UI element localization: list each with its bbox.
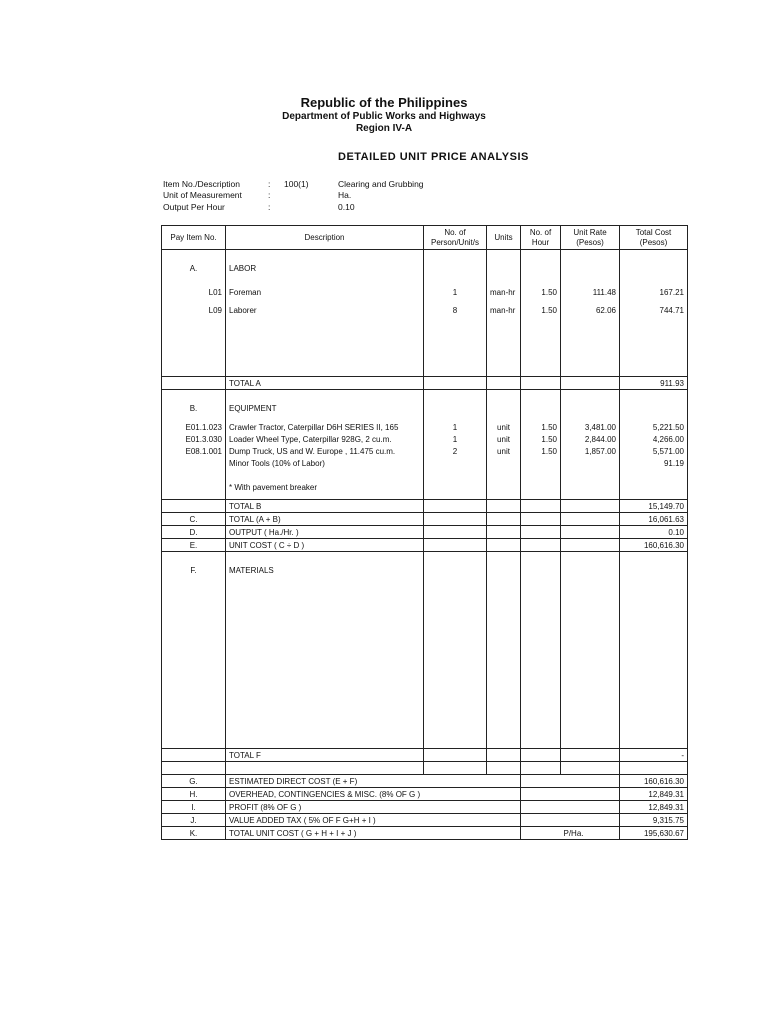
total-a-label: TOTAL A (226, 377, 424, 390)
persons: 1 (424, 433, 487, 445)
summary-label: OVERHEAD, CONTINGENCIES & MISC. (8% OF G ) (226, 788, 521, 801)
persons: 2 (424, 445, 487, 457)
table-header-row (162, 226, 688, 250)
summary-code: D. (162, 526, 226, 539)
table-row (162, 457, 688, 469)
republic-heading: Republic of the Philippines (300, 95, 468, 110)
spacer-row (162, 414, 688, 421)
summary-value: 12,849.31 (620, 788, 688, 801)
summary-label: PROFIT (8% OF G ) (226, 801, 521, 814)
summary-unit (561, 801, 620, 814)
col-hours: No. of Hour (521, 226, 561, 250)
summary-row-h (162, 788, 688, 801)
document-title: DETAILED UNIT PRICE ANALYSIS (338, 151, 529, 163)
summary-row-e (162, 539, 688, 552)
unit-rate: 111.48 (561, 286, 620, 298)
summary-label: VALUE ADDED TAX ( 5% OF F G+H + I ) (226, 814, 521, 827)
summary-row-g (162, 775, 688, 788)
unit-rate: 2,844.00 (561, 433, 620, 445)
summary-label: TOTAL UNIT COST ( G + H + I + J ) (226, 827, 521, 840)
spacer-row (162, 552, 688, 565)
hours: 1.50 (521, 433, 561, 445)
description: Crawler Tractor, Caterpillar D6H SERIES II, 165 (226, 421, 424, 433)
total-cost: 167.21 (620, 286, 688, 298)
spacer-row (162, 250, 688, 263)
description: Dump Truck, US and W. Europe , 11.475 cu.m. (226, 445, 424, 457)
spacer-row (162, 274, 688, 286)
summary-code: K. (162, 827, 226, 840)
total-b-value: 15,149.70 (620, 500, 688, 513)
summary-label: ESTIMATED DIRECT COST (E + F) (226, 775, 521, 788)
materials-section-row (162, 564, 688, 576)
materials-code: F. (162, 564, 226, 576)
units: unit (487, 445, 521, 457)
summary-unit: P/Ha. (561, 827, 620, 840)
summary-row-d (162, 526, 688, 539)
summary-value: 195,630.67 (620, 827, 688, 840)
table-row (162, 304, 688, 316)
summary-row-k (162, 827, 688, 840)
equipment-section-row (162, 402, 688, 414)
total-b-label: TOTAL B (226, 500, 424, 513)
summary-value: 0.10 (620, 526, 688, 539)
hours: 1.50 (521, 421, 561, 433)
pay-item: E01.1.023 (162, 421, 226, 433)
output-label: Output Per Hour (163, 202, 225, 212)
price-analysis-table (161, 225, 688, 840)
summary-value: 9,315.75 (620, 814, 688, 827)
units: man-hr (487, 286, 521, 298)
summary-code: C. (162, 513, 226, 526)
total-a-value: 911.93 (620, 377, 688, 390)
summary-unit (561, 788, 620, 801)
col-cost: Total Cost (Pesos) (620, 226, 688, 250)
summary-row-i (162, 801, 688, 814)
summary-row-j (162, 814, 688, 827)
persons: 1 (424, 421, 487, 433)
table-row (162, 286, 688, 298)
summary-label: OUTPUT ( Ha./Hr. ) (226, 526, 424, 539)
summary-code: E. (162, 539, 226, 552)
col-rate: Unit Rate (Pesos) (561, 226, 620, 250)
table-row (162, 481, 688, 493)
persons: 8 (424, 304, 487, 316)
total-cost: 4,266.00 (620, 433, 688, 445)
description: Laborer (226, 304, 424, 316)
persons: 1 (424, 286, 487, 298)
spacer-row (162, 390, 688, 403)
labor-title: LABOR (226, 262, 424, 274)
units: unit (487, 421, 521, 433)
summary-value: 160,616.30 (620, 775, 688, 788)
col-units: Units (487, 226, 521, 250)
equipment-code: B. (162, 402, 226, 414)
total-b-row (162, 500, 688, 513)
table-row (162, 433, 688, 445)
summary-code: G. (162, 775, 226, 788)
summary-code: I. (162, 801, 226, 814)
summary-code: J. (162, 814, 226, 827)
department-heading: Department of Public Works and Highways (282, 111, 486, 122)
unit-rate: 1,857.00 (561, 445, 620, 457)
hours: 1.50 (521, 445, 561, 457)
materials-title: MATERIALS (226, 564, 424, 576)
units: unit (487, 433, 521, 445)
total-f-label: TOTAL F (226, 749, 424, 762)
total-cost: 5,221.50 (620, 421, 688, 433)
total-a-row (162, 377, 688, 390)
summary-value: 160,616.30 (620, 539, 688, 552)
uom-label: Unit of Measurement (163, 190, 242, 200)
output-colon: : (268, 202, 271, 212)
summary-row-c (162, 513, 688, 526)
labor-section-row (162, 262, 688, 274)
units: man-hr (487, 304, 521, 316)
col-pay-item: Pay Item No. (162, 226, 226, 250)
equipment-title: EQUIPMENT (226, 402, 424, 414)
total-f-value: - (620, 749, 688, 762)
table-row (162, 421, 688, 433)
summary-code: H. (162, 788, 226, 801)
pay-item: E08.1.001 (162, 445, 226, 457)
total-f-row (162, 749, 688, 762)
summary-unit (561, 775, 620, 788)
total-cost: 5,571.00 (620, 445, 688, 457)
pay-item: E01.3.030 (162, 433, 226, 445)
item-description: Clearing and Grubbing (338, 179, 424, 189)
summary-label: UNIT COST ( C ÷ D ) (226, 539, 424, 552)
labor-code: A. (162, 262, 226, 274)
unit-rate: 62.06 (561, 304, 620, 316)
uom-value: Ha. (338, 190, 352, 200)
table-row (162, 445, 688, 457)
pavement-breaker-note: * With pavement breaker (226, 481, 424, 493)
blank-area (162, 576, 688, 749)
blank-area (162, 316, 688, 377)
spacer-row (162, 762, 688, 775)
summary-value: 16,061.63 (620, 513, 688, 526)
pay-item: L01 (162, 286, 226, 298)
hours: 1.50 (521, 286, 561, 298)
hours: 1.50 (521, 304, 561, 316)
description: Loader Wheel Type, Caterpillar 928G, 2 cu.m. (226, 433, 424, 445)
summary-label: TOTAL (A + B) (226, 513, 424, 526)
pay-item: L09 (162, 304, 226, 316)
description: Foreman (226, 286, 424, 298)
total-cost: 744.71 (620, 304, 688, 316)
uom-colon: : (268, 190, 271, 200)
output-value: 0.10 (338, 202, 355, 212)
spacer-row (162, 469, 688, 481)
minor-tools-label: Minor Tools (10% of Labor) (226, 457, 424, 469)
region-heading: Region IV-A (355, 123, 413, 134)
summary-value: 12,849.31 (620, 801, 688, 814)
item-colon: : (268, 179, 271, 189)
item-code: 100(1) (284, 179, 309, 189)
col-persons: No. of Person/Unit/s (424, 226, 487, 250)
minor-tools-cost: 91.19 (620, 457, 688, 469)
summary-unit (561, 814, 620, 827)
col-description: Description (226, 226, 424, 250)
unit-rate: 3,481.00 (561, 421, 620, 433)
item-label: Item No./Description (163, 179, 240, 189)
